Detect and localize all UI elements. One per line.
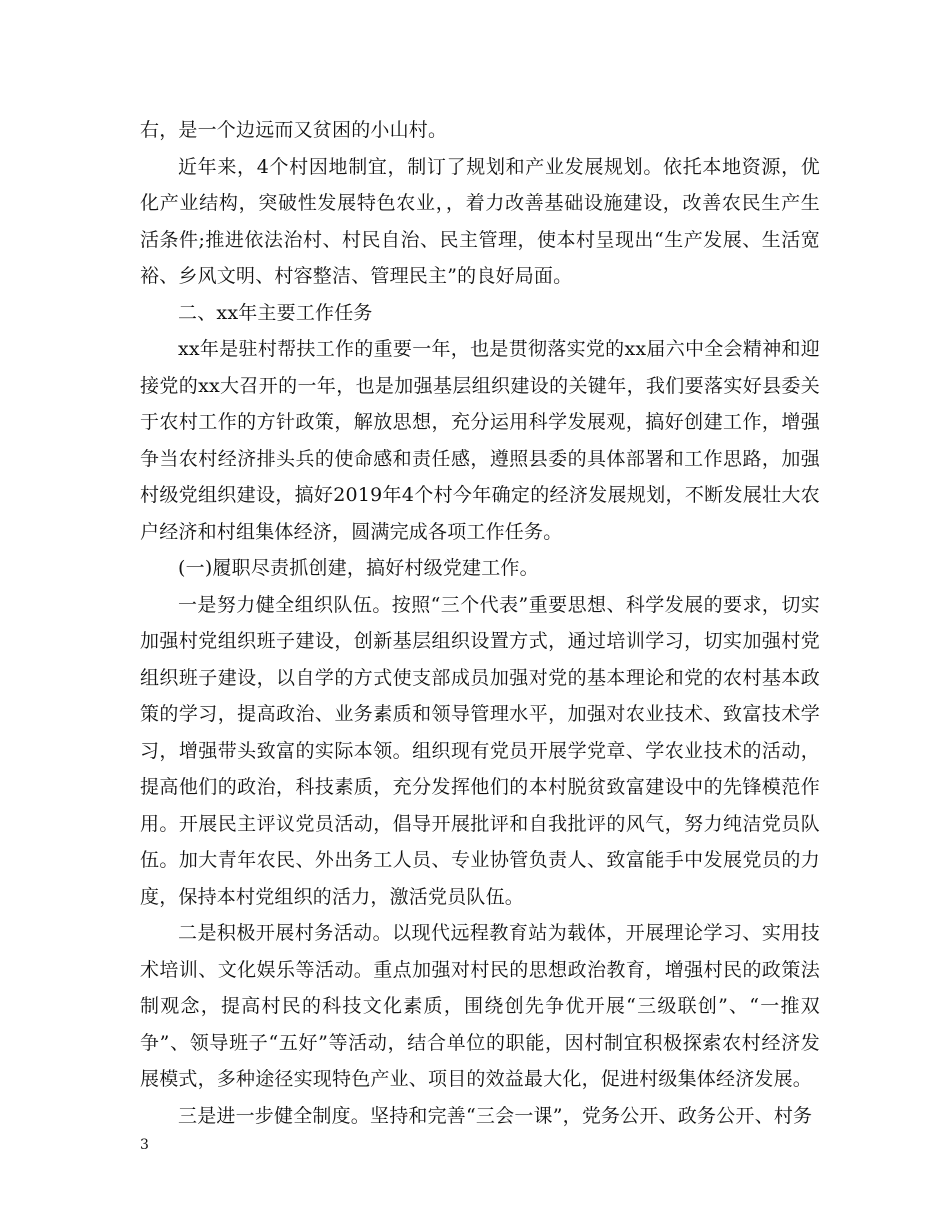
document-body <box>140 112 820 1134</box>
subsection-heading: (一)履职尽责抓创建，搞好村级党建工作。 <box>178 557 539 579</box>
paragraph: 二是积极开展村务活动。以现代远程教育站为载体，开展理论学习、实用技术培训、文化娱乐等活动。重点加强对村民的思想政治教育，增强村民的政策法制观念，提高村民的科技文化素质，围绕创先争优开展“三级联创”、“一推双争”、领导班子“五好”等活动，结合单位的职能，因村制宜积极探索农村经济发展模式，多种途径实现特色产业、项目的效益最大化，促进村级集体经济发展。 <box>140 922 820 1090</box>
page-number: 3 <box>140 1137 149 1153</box>
paragraph: 近年来，4个村因地制宜，制订了规划和产业发展规划。依托本地资源，优化产业结构，突破性发展特色农业，，着力改善基础设施建设，改善农民生产生活条件;推进依法治村、村民自治、民主管理，使本村呈现出“生产发展、生活宽裕、乡风文明、村容整洁、管理民主”的良好局面。 <box>140 155 820 287</box>
paragraph: 三是进一步健全制度。坚持和完善“三会一课”，党务公开、政务公开、村务 <box>178 1104 813 1127</box>
paragraph: 一是努力健全组织队伍。按照“三个代表”重要思想、科学发展的要求，切实加强村党组织班子建设，创新基层组织设置方式，通过培训学习，切实加强村党组织班子建设，以自学的方式使支部成员加强对党的基本理论和党的农村基本政策的学习，提高政治、业务素质和领导管理水平，加强对农业技术、致富技术学习，增强带头致富的实际本领。组织现有党员开展学党章、学农业技术的活动，提高他们的政治，科技素质，充分发挥他们的本村脱贫致富建设中的先锋模范作用。开展民主评议党员活动，倡导开展批评和自我批评的风气，努力纯洁党员队伍。加大青年农民、外出务工人员、专业协管负责人、致富能手中发展党员的力度，保持本村党组织的活力，激活党员队伍。 <box>140 593 820 908</box>
section-heading: 二、xx年主要工作任务 <box>178 301 373 324</box>
paragraph: xx年是驻村帮扶工作的重要一年，也是贯彻落实党的xx届六中全会精神和迎接党的xx大召开的一年，也是加强基层组织建设的关键年，我们要落实好县委关于农村工作的方针政策，解放思想，充分运用科学发展观，搞好创建工作，增强争当农村经济排头兵的使命感和责任感，遵照县委的具体部署和工作思路，加强村级党组织建设，搞好2019年4个村今年确定的经济发展规划，不断发展壮大农户经济和村组集体经济，圆满完成各项工作任务。 <box>140 338 820 543</box>
paragraph: 右，是一个边远而又贫困的小山村。 <box>140 119 448 141</box>
